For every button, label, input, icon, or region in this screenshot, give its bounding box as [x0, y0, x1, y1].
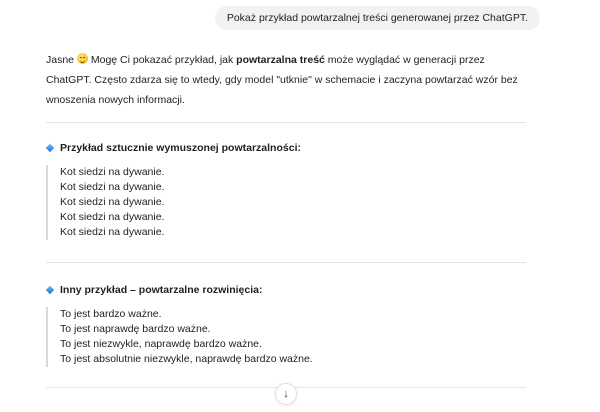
scroll-to-bottom-button[interactable]	[275, 383, 297, 405]
blue-diamond-icon	[46, 144, 54, 152]
intro-text-2: Mogę Ci pokazać przykład, jak	[87, 54, 237, 66]
intro-text-1: Jasne	[46, 54, 77, 66]
section-divider	[46, 262, 526, 263]
section-expansion-example	[46, 283, 526, 367]
intro-bold-text: powtarzalna treść	[236, 54, 325, 66]
assistant-intro	[46, 50, 526, 110]
user-message-row	[215, 6, 540, 30]
section-heading-text: Inny przykład – powtarzalne rozwinięcia:	[60, 284, 263, 296]
quote-line: To jest naprawdę bardzo ważne.	[60, 323, 211, 335]
blockquote	[46, 165, 526, 240]
arrow-down-icon: ↓	[283, 388, 289, 400]
quote-line: To jest absolutnie niezwykle, naprawdę bardzo ważne.	[60, 353, 313, 365]
quote-line: Kot siedzi na dywanie.	[60, 181, 165, 193]
section-heading	[46, 283, 526, 297]
intro-text-3: może wyglądać w generacji przez ChatGPT. Często zdarza się to wtedy, gdy model "utknie" w schemacie i zaczyna powtarzać wzór bez wnoszenia nowych informacji.	[46, 54, 518, 106]
user-message-bubble: Pokaż przykład powtarzalnej treści generowanej przez ChatGPT.	[215, 6, 540, 30]
quote-line: Kot siedzi na dywanie.	[60, 196, 165, 208]
assistant-message	[46, 50, 526, 388]
quote-line: To jest bardzo ważne.	[60, 308, 162, 320]
quote-line: Kot siedzi na dywanie.	[60, 211, 165, 223]
section-divider	[46, 122, 526, 123]
section-repetition-example	[46, 141, 526, 240]
smiling-face-emoji-icon	[77, 53, 88, 64]
quote-line: Kot siedzi na dywanie.	[60, 166, 165, 178]
blue-diamond-icon	[46, 286, 54, 294]
quote-line: To jest niezwykle, naprawdę bardzo ważne.	[60, 338, 262, 350]
section-heading-text: Przykład sztucznie wymuszonej powtarzalności:	[60, 142, 301, 154]
section-heading	[46, 141, 526, 155]
quote-line: Kot siedzi na dywanie.	[60, 226, 165, 238]
blockquote	[46, 307, 526, 367]
